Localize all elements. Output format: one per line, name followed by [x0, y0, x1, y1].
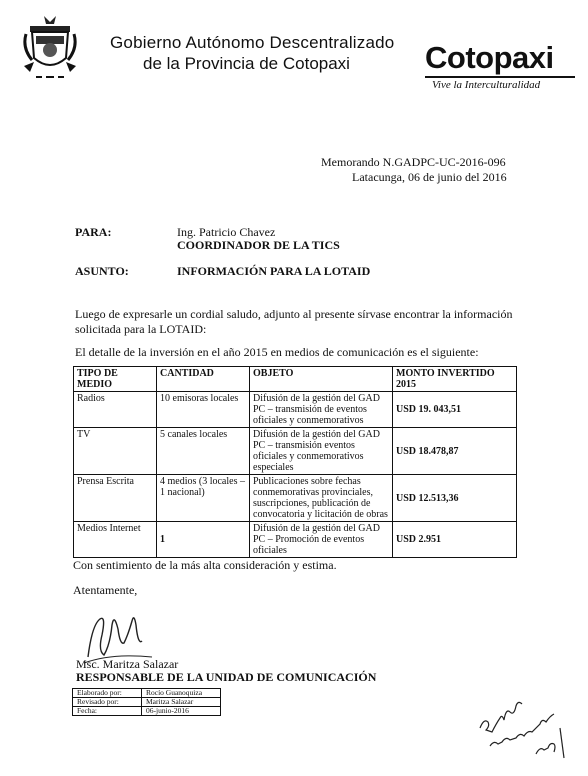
cell-tipo: Medios Internet	[74, 522, 157, 558]
memo-number: Memorando N.GADPC-UC-2016-096	[321, 155, 506, 169]
memo-date: Latacunga, 06 de junio del 2016	[352, 170, 507, 184]
atentamente: Atentamente,	[73, 583, 138, 597]
footer-value: Rocío Guanoquiza	[142, 689, 221, 698]
table-row	[74, 428, 517, 475]
cell-monto: USD 2.951	[393, 522, 517, 558]
coat-of-arms-icon	[22, 14, 78, 84]
footer-label: Fecha:	[73, 707, 142, 716]
elaboration-table	[72, 688, 221, 716]
header-objeto: OBJETO	[250, 367, 393, 392]
signer-name: Msc. Maritza Salazar	[76, 657, 179, 671]
cell-tipo: Prensa Escrita	[74, 475, 157, 522]
para-label: PARA:	[75, 225, 112, 239]
cell-cantidad: 5 canales locales	[157, 428, 250, 475]
asunto-value: INFORMACIÓN PARA LA LOTAID	[177, 264, 371, 278]
government-name-line2: de la Provincia de Cotopaxi	[143, 54, 350, 73]
cell-objeto: Difusión de la gestión del GAD PC – transmisión de eventos oficiales y conmemorativos	[250, 392, 393, 428]
header-monto: MONTO INVERTIDO 2015	[393, 367, 517, 392]
cell-objeto: Publicaciones sobre fechas conmemorativas provinciales, suscripciones, publicación de convocatoria y licitación de obras	[250, 475, 393, 522]
cell-tipo: TV	[74, 428, 157, 475]
header-tipo: TIPO DE MEDIO	[74, 367, 157, 392]
government-name-line1: Gobierno Autónomo Descentralizado	[110, 33, 395, 52]
footer-label: Revisado por:	[73, 698, 142, 707]
table-row	[74, 392, 517, 428]
footer-value: Maritza Salazar	[142, 698, 221, 707]
intro-paragraph: Luego de expresarle un cordial saludo, adjunto al presente sírvase encontrar la información solicitada para la LOTAID:	[75, 307, 513, 336]
cell-monto: USD 18.478,87	[393, 428, 517, 475]
closing-line: Con sentimiento de la más alta consideración y estima.	[73, 558, 337, 572]
cell-objeto: Difusión de la gestión del GAD PC – transmisión eventos oficiales y conmemorativos especiales	[250, 428, 393, 475]
table-header-row	[74, 367, 517, 392]
signer-role: RESPONSABLE DE LA UNIDAD DE COMUNICACIÓN	[76, 670, 377, 684]
footer-value: 06-junio-2016	[142, 707, 221, 716]
para-name: Ing. Patricio Chavez	[177, 225, 276, 239]
investment-table	[73, 366, 517, 558]
logo-slogan: Vive la Interculturalidad	[432, 79, 541, 91]
cell-cantidad: 4 medios (3 locales – 1 nacional)	[157, 475, 250, 522]
table-row	[73, 707, 221, 716]
cell-monto: USD 19. 043,51	[393, 392, 517, 428]
asunto-label: ASUNTO:	[75, 264, 129, 278]
detail-paragraph: El detalle de la inversión en el año 2015 en medios de comunicación es el siguiente:	[75, 345, 479, 359]
header-cantidad: CANTIDAD	[157, 367, 250, 392]
cell-cantidad: 10 emisoras locales	[157, 392, 250, 428]
footer-label: Elaborado por:	[73, 689, 142, 698]
logo-underline	[425, 76, 575, 78]
para-title: COORDINADOR DE LA TICS	[177, 238, 340, 252]
cell-cantidad: 1	[157, 522, 250, 558]
signature	[82, 605, 162, 665]
cell-tipo: Radios	[74, 392, 157, 428]
cell-monto: USD 12.513,36	[393, 475, 517, 522]
table-row	[74, 522, 517, 558]
handwritten-receipt-note	[470, 688, 570, 763]
table-row	[74, 475, 517, 522]
cotopaxi-logo: Cotopaxi	[425, 40, 554, 75]
cell-objeto: Difusión de la gestión del GAD PC – Promoción de eventos oficiales	[250, 522, 393, 558]
